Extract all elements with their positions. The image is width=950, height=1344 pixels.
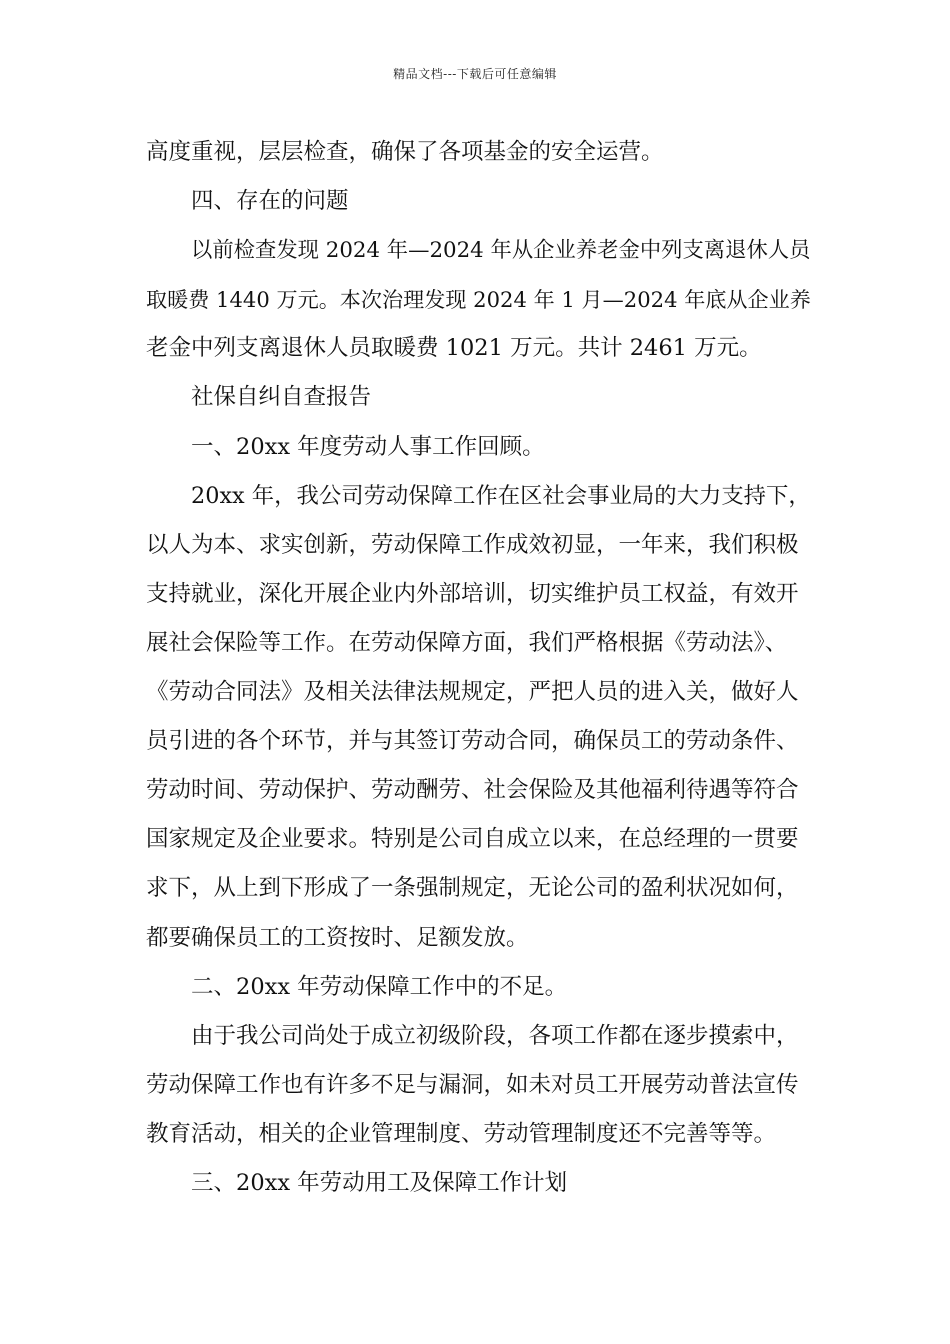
section-heading: 二、20xx 年劳动保障工作中的不足。 [191, 973, 568, 1000]
paragraph-line: 以前检查发现 2024 年—2024 年从企业养老金中列支离退休人员 [191, 238, 811, 264]
paragraph-line: 支持就业，深化开展企业内外部培训，切实维护员工权益，有效开 [146, 580, 799, 607]
section-heading: 一、20xx 年度劳动人事工作回顾。 [191, 433, 545, 460]
paragraph-line: 20xx 年，我公司劳动保障工作在区社会事业局的大力支持下， [191, 482, 811, 509]
paragraph-line: 取暖费 1440 万元。本次治理发现 2024 年 1 月—2024 年底从企业养 [146, 287, 811, 313]
page-header: 精品文档---下载后可任意编辑 [393, 67, 557, 81]
paragraph-line: 以人为本、求实创新，劳动保障工作成效初显，一年来，我们积极 [146, 531, 799, 558]
paragraph-line: 高度重视，层层检查，确保了各项基金的安全运营。 [146, 139, 664, 165]
paragraph-line: 求下，从上到下形成了一条强制规定，无论公司的盈利状况如何， [146, 875, 799, 902]
report-title: 社保自纠自查报告 [191, 384, 372, 411]
paragraph-line: 员引进的各个环节，并与其签订劳动合同，确保员工的劳动条件、 [146, 728, 799, 755]
paragraph-line: 都要确保员工的工资按时、足额发放。 [146, 924, 529, 951]
section-heading: 四、存在的问题 [191, 188, 349, 215]
paragraph-line: 国家规定及企业要求。特别是公司自成立以来，在总经理的一贯要 [146, 826, 799, 853]
document-body [146, 128, 811, 1208]
paragraph-line: 展社会保险等工作。在劳动保障方面，我们严格根据《劳动法》、 [146, 629, 788, 656]
paragraph-line: 老金中列支离退休人员取暖费 1021 万元。共计 2461 万元。 [146, 335, 762, 362]
paragraph-line: 教育活动，相关的企业管理制度、劳动管理制度还不完善等等。 [146, 1120, 777, 1147]
paragraph-line: 劳动保障工作也有许多不足与漏洞，如未对员工开展劳动普法宣传 [146, 1071, 799, 1098]
section-heading: 三、20xx 年劳动用工及保障工作计划 [191, 1169, 568, 1196]
paragraph-line: 劳动时间、劳动保护、劳动酬劳、社会保险及其他福利待遇等符合 [146, 777, 799, 804]
paragraph-line: 《劳动合同法》及相关法律法规规定，严把人员的进入关，做好人 [146, 679, 799, 706]
paragraph-line: 由于我公司尚处于成立初级阶段，各项工作都在逐步摸索中， [191, 1022, 799, 1049]
